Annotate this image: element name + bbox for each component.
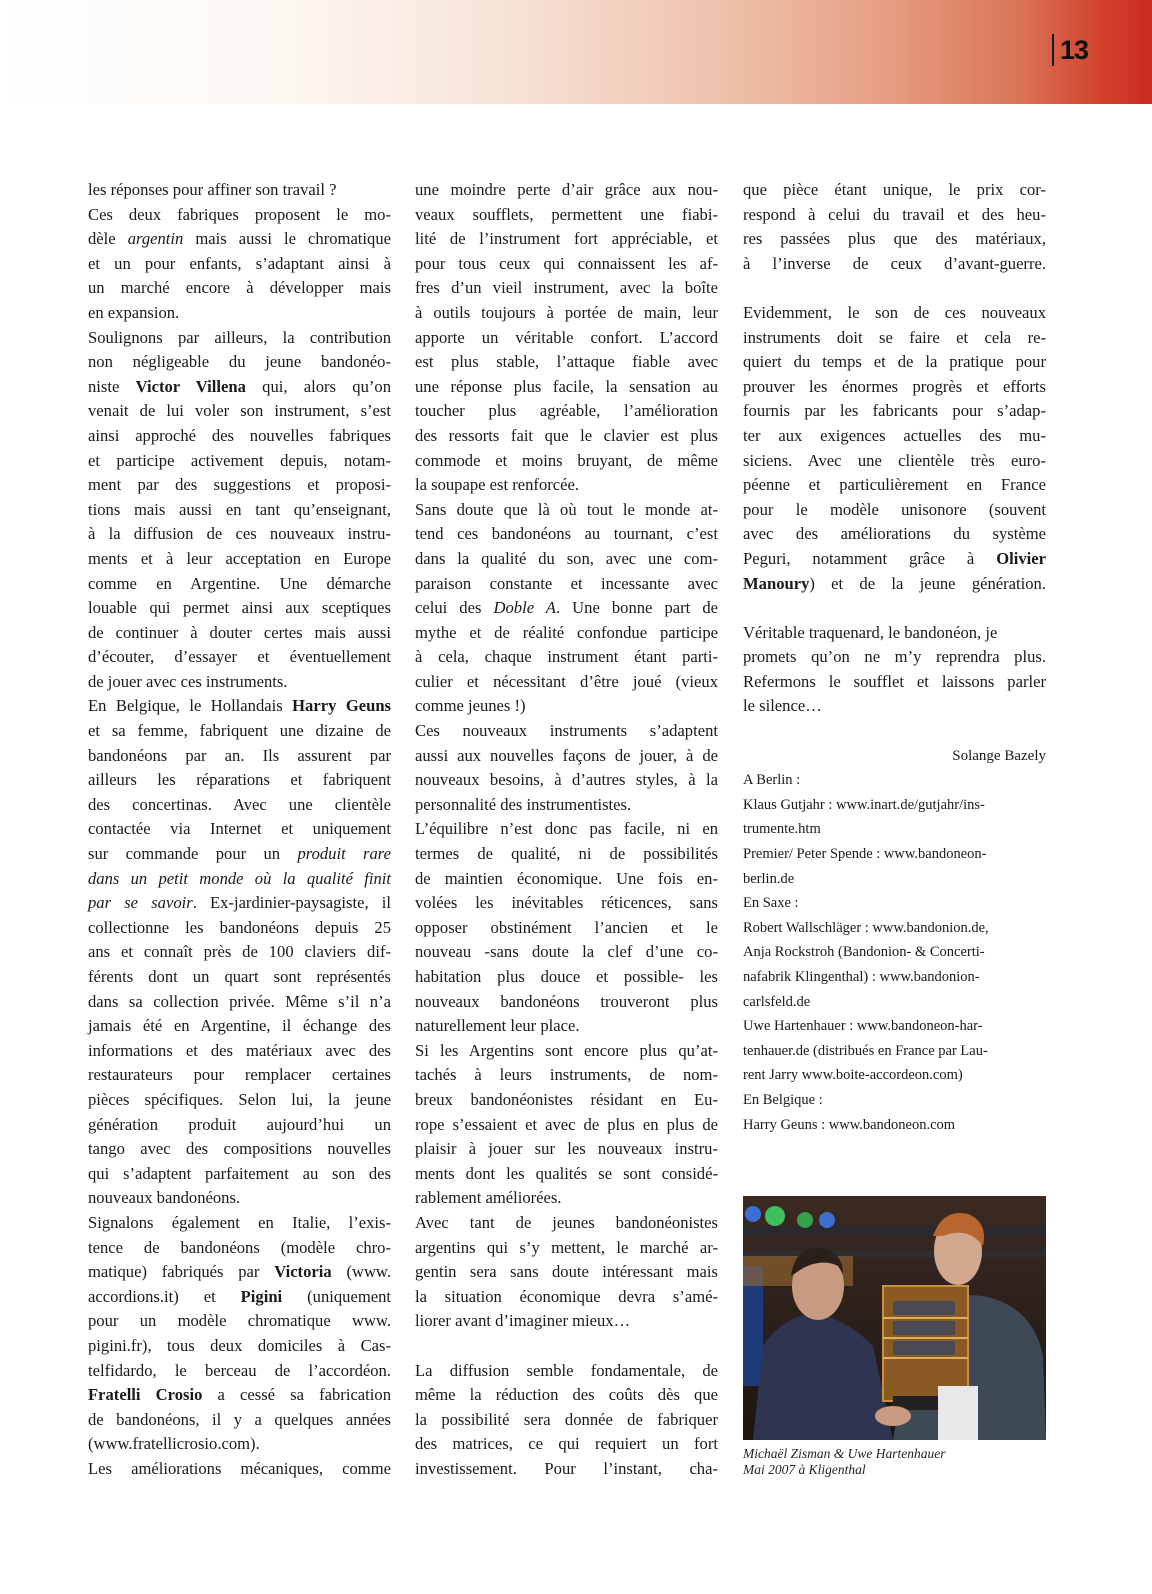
photo-illustration [743, 1196, 1046, 1440]
text-line: naturellement leur place. [415, 1016, 580, 1036]
text-line: à cela, chaque instrument étant parti- [415, 647, 718, 667]
reference-line: Klaus Gutjahr : www.inart.de/gutjahr/ins- [743, 796, 985, 813]
text-line: en expansion. [88, 302, 180, 322]
text-line: la situation économique devra s’amé- [415, 1286, 718, 1306]
reference-line: Robert Wallschläger : www.bandonion.de, [743, 919, 989, 936]
text-line: louable qui permet ainsi aux sceptiques [88, 598, 391, 618]
text-line: une réponse plus facile, la sensation au [415, 376, 718, 396]
text-line: mythe et de réalité confondue participe [415, 622, 718, 642]
text-line: paraison constante et incessante avec [415, 573, 718, 593]
photo-caption [743, 1446, 1046, 1478]
text-line: à outils toujours à portée de main, leur [415, 302, 718, 322]
reference-line: rent Jarry www.boite-accordeon.com) [743, 1067, 963, 1084]
text-line: investissement. Pour l’instant, cha- [415, 1458, 718, 1478]
reference-list [743, 768, 1046, 1137]
text-line: le silence… [743, 696, 822, 716]
text-line: non négligeable du jeune bandonéo- [88, 352, 391, 372]
text-line: informations et des matériaux avec des [88, 1040, 391, 1060]
stage-light [797, 1212, 813, 1228]
page-number-rule [1052, 34, 1054, 66]
text-line: liorer avant d’imaginer mieux… [415, 1311, 631, 1331]
text-line: ainsi approché des nouvelles fabriques [88, 425, 391, 445]
text-line: dèle argentin mais aussi le chromatique [88, 229, 391, 249]
paragraph-gap [743, 719, 1046, 744]
text-line: nouveau -sans doute la clef d’une co- [415, 942, 718, 962]
text-line: aussi aux nouvelles façons de jouer, à de [415, 745, 718, 765]
text-line: fres d’un vieil instrument, avec la boîte [415, 278, 718, 298]
text-line: dans un petit monde où la qualité finit [88, 868, 391, 888]
text-line: comme jeunes !) [415, 696, 526, 716]
text-line: jamais été en Argentine, il échange des [88, 1016, 391, 1036]
reference-line: carlsfeld.de [743, 993, 811, 1010]
text-line: pigini.fr), tous deux domiciles à Cas- [88, 1335, 391, 1355]
text-line: Refermons le soufflet et laissons parler [743, 671, 1046, 691]
text-line: promets qu’on ne m’y reprendra plus. [743, 647, 1046, 667]
text-line: Soulignons par ailleurs, la contribution [88, 327, 391, 347]
text-line: pour tous ceux qui connaissent les af- [415, 253, 718, 273]
page-number: 13 [1060, 35, 1089, 65]
text-line: niste Victor Villena qui, alors qu’on [88, 376, 391, 396]
reference-line: trumente.htm [743, 821, 821, 838]
text-line: res passées plus que des matériaux, [743, 229, 1046, 249]
text-line: Sans doute que là où tout le monde at- [415, 499, 718, 519]
text-line: de maintien économique. Une fois en- [415, 868, 718, 888]
text-line: collectionne les bandonéons depuis 25 [88, 917, 391, 937]
text-line: et sa femme, fabriquent une dizaine de [88, 721, 391, 741]
author-signature: Solange Bazely [952, 747, 1046, 764]
text-line: prouver les énormes progrès et efforts [743, 376, 1046, 396]
text-line: par se savoir. Ex-jardinier-paysagiste, il [88, 893, 392, 913]
text-line: termes de qualité, ni de possibilités [415, 844, 718, 864]
text-line: venait de lui voler son instrument, s’est [88, 401, 391, 421]
text-line: avec des améliorations du système [743, 524, 1046, 544]
stage-light [745, 1206, 761, 1222]
article-column-1 [88, 178, 391, 1481]
text-line: ments dont les qualités se sont considé- [415, 1163, 718, 1183]
text-line: ter aux exigences actuelles des mu- [743, 425, 1046, 445]
text-line: dans sa collection privée. Même s’il n’a [88, 991, 391, 1011]
text-line: génération produit aujourd’hui un [88, 1114, 391, 1134]
text-line: breux bandonéonistes résidant en Eu- [415, 1089, 718, 1109]
column-3-text [743, 178, 1046, 744]
text-line: ans et connaît près de 100 claviers dif- [88, 942, 391, 962]
text-line: ments et à leur acceptation en Europe [88, 548, 391, 568]
text-line: tend ces bandonéons au tournant, c’est [415, 524, 718, 544]
text-line: apporte un véritable confort. L’accord [415, 327, 718, 347]
text-line: pour un modèle chromatique www. [88, 1311, 391, 1331]
text-line: la soupape est renforcée. [415, 475, 580, 495]
text-line: argentins qui s’y mettent, le marché ar- [415, 1237, 718, 1257]
article-column-2 [415, 178, 718, 1481]
text-line: Si les Argentins sont encore plus qu’at- [415, 1040, 718, 1060]
text-line: (www.fratellicrosio.com). [88, 1434, 260, 1454]
text-line: rope s’essaient et avec de plus en plus de [415, 1114, 718, 1134]
text-line: Véritable traquenard, le bandonéon, je [743, 622, 998, 642]
text-line: gentin sera sans doute intéressant mais [415, 1262, 718, 1282]
text-line: de bandonéons, il y a quelques années [88, 1409, 391, 1429]
paragraph-gap [415, 1334, 718, 1359]
text-line: En Belgique, le Hollandais Harry Geuns [88, 696, 392, 716]
text-line: comme en Argentine. Une démarche [88, 573, 391, 593]
text-line: siciens. Avec une clientèle très euro- [743, 450, 1046, 470]
handshake [875, 1406, 911, 1426]
text-line: Avec tant de jeunes bandonéonistes [415, 1212, 718, 1232]
reference-line: berlin.de [743, 870, 795, 887]
text-line: nouveaux bandonéons trouveront plus [415, 991, 718, 1011]
text-line: et un pour enfants, s’adaptant ainsi à [88, 253, 391, 273]
text-line: férents dont un quart sont représentés [88, 967, 391, 986]
stage-light [819, 1212, 835, 1228]
text-line: habitation plus douce et possible- les [415, 967, 718, 986]
text-line: lité de l’instrument fort appréciable, et [415, 229, 718, 249]
text-line: tango avec des compositions nouvelles [88, 1139, 391, 1159]
text-line: à l’inverse de ceux d’avant-guerre. [743, 253, 1046, 273]
text-line: accordions.it) et Pigini (uniquement [88, 1286, 391, 1306]
text-line: respond à celui du travail et des heu- [743, 204, 1046, 224]
article-column-3 [743, 178, 1046, 1137]
text-line: des concertinas. Avec une clientèle [88, 794, 391, 814]
text-line: rablement améliorées. [415, 1188, 562, 1208]
reference-line: Premier/ Peter Spende : www.bandoneon- [743, 846, 987, 863]
reference-line: nafabrik Klingenthal) : www.bandonion- [743, 969, 980, 985]
text-line: pièces spécifiques. Selon lui, la jeune [88, 1089, 391, 1109]
text-line: et participe activement depuis, notam- [88, 450, 391, 470]
header-gradient-band [0, 0, 1152, 104]
text-line: une moindre perte d’air grâce aux nou- [415, 180, 718, 199]
reference-line: En Saxe : [743, 895, 799, 912]
text-line: Les améliorations mécaniques, comme [88, 1458, 391, 1478]
text-line: tence de bandonéons (modèle chro- [88, 1237, 391, 1257]
text-line: péenne et particulièrement en France [743, 475, 1046, 495]
reference-line: Harry Geuns : www.bandoneon.com [743, 1116, 956, 1133]
paragraph-gap [743, 276, 1046, 301]
text-line: nouveaux besoins, à d’autres styles, à la [415, 770, 718, 790]
text-line: est plus stable, l’attaque fiable avec [415, 352, 718, 372]
reference-line: Anja Rockstroh (Bandonion- & Concerti- [743, 944, 985, 961]
text-line: instruments doit se faire et cela re- [743, 327, 1046, 347]
text-line: telfidardo, le berceau de l’accordéon. [88, 1360, 391, 1380]
text-line: culier et nécessitant d’être joué (vieux [415, 671, 718, 691]
text-line: Fratelli Crosio a cessé sa fabrication [88, 1385, 391, 1405]
text-line: dans la qualité du son, avec une com- [415, 548, 718, 568]
text-line: ment par des suggestions et proposi- [88, 475, 391, 495]
text-line: quiert du temps et de la pratique pour [743, 352, 1046, 372]
text-line: un marché encore à développer mais [88, 278, 391, 298]
text-line: tachés à leurs instruments, de nom- [415, 1065, 718, 1085]
text-line: des matrices, ce qui requiert un fort [415, 1434, 718, 1454]
text-line: la possibilité sera donnée de fabriquer [415, 1409, 718, 1429]
text-line: personnalité des instrumentistes. [415, 794, 632, 814]
text-line: Peguri, notamment grâce à Olivier [743, 548, 1046, 568]
stage-light [765, 1206, 785, 1226]
text-line: volées les inévitables réticences, sans [415, 893, 718, 913]
reference-line: tenhauer.de (distribués en France par Lau- [743, 1042, 988, 1059]
caption-date-place: Mai 2007 à Kligenthal [743, 1462, 866, 1477]
text-line: opposer obstinément l’ancien et le [415, 917, 718, 937]
text-line: fournis par les fabricants pour s’adap- [743, 401, 1046, 421]
text-line: tions mais aussi en tant qu’enseignant, [88, 499, 391, 519]
text-line: d’écouter, d’essayer et éventuellement [88, 647, 391, 667]
text-line: Signalons également en Italie, l’exis- [88, 1212, 391, 1232]
reference-line: Uwe Hartenhauer : www.bandoneon-har- [743, 1018, 983, 1035]
text-line: La diffusion semble fondamentale, de [415, 1360, 718, 1380]
text-line: Ces nouveaux instruments s’adaptent [415, 721, 718, 741]
text-line: à la diffusion de ces nouveaux instru- [88, 524, 391, 544]
text-line: ailleurs les réparations et fabriquent [88, 770, 391, 790]
text-line: pour le modèle unisonore (souvent [743, 499, 1046, 519]
text-line: sur commande pour un produit rare [88, 844, 392, 864]
text-line: Manoury) et de la jeune génération. [743, 573, 1046, 593]
text-line: restaurateurs pour remplacer certaines [88, 1065, 391, 1085]
text-line: même la réduction des coûts dès que [415, 1385, 718, 1405]
text-line: celui des Doble A. Une bonne part de [415, 598, 718, 618]
text-line: Ces deux fabriques proposent le mo- [88, 204, 391, 224]
reference-line: En Belgique : [743, 1091, 823, 1108]
text-line: L’équilibre n’est donc pas facile, ni en [415, 819, 718, 839]
text-line: commode et moins bruyant, de même [415, 450, 718, 470]
text-line: nouveaux bandonéons. [88, 1188, 241, 1208]
text-line: toucher plus agréable, l’amélioration [415, 401, 718, 421]
text-line: plaisir à jouer sur les nouveaux instru- [415, 1139, 718, 1159]
text-line: de jouer avec ces instruments. [88, 671, 288, 691]
text-line: les réponses pour affiner son travail ? [88, 180, 337, 199]
reference-line: A Berlin : [743, 772, 801, 789]
text-line: que pièce étant unique, le prix cor- [743, 180, 1046, 199]
text-line: Evidemment, le son de ces nouveaux [743, 302, 1046, 322]
photo-handshake-bandoneon [743, 1196, 1046, 1440]
text-line: contactée via Internet et uniquement [88, 819, 391, 839]
text-line: des ressorts fait que le clavier est plus [415, 425, 718, 445]
text-line: qui s’adaptent parfaitement au son des [88, 1163, 391, 1183]
text-line: veaux soufflets, permettent une fiabi- [415, 204, 718, 224]
caption-names: Michaël Zisman & Uwe Hartenhauer [743, 1446, 946, 1461]
text-line: matique) fabriqués par Victoria (www. [88, 1262, 391, 1282]
page-number-block [1052, 34, 1088, 66]
paragraph-gap [743, 596, 1046, 621]
text-line: bandonéons par an. Ils assurent par [88, 745, 391, 765]
text-line: de continuer à douter certes mais aussi [88, 622, 391, 642]
